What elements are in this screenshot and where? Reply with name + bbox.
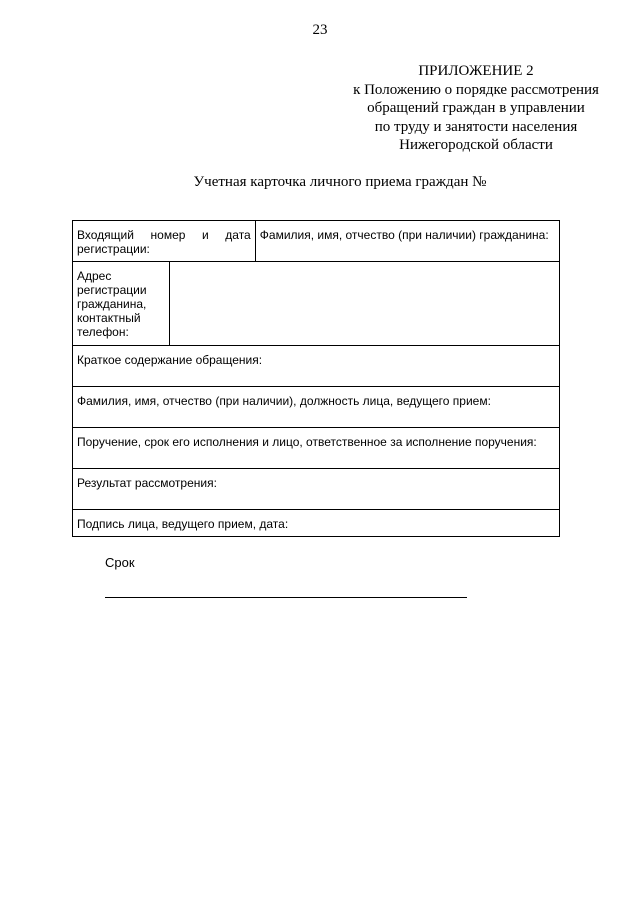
- label-word: и: [202, 228, 209, 242]
- appendix-header: [340, 62, 612, 155]
- official-cell: Фамилия, имя, отчество (при наличии), должность лица, ведущего прием:: [73, 387, 560, 428]
- appendix-line: обращений граждан в управлении: [367, 100, 585, 116]
- address-label-line: гражданина,: [77, 297, 147, 311]
- appendix-line: по труду и занятости населения: [374, 118, 578, 135]
- appendix-line: ПРИЛОЖЕНИЕ 2: [418, 63, 534, 79]
- registration-card-table: [72, 220, 560, 537]
- appendix-line: к Положению о порядке рассмотрения: [353, 81, 599, 98]
- incoming-number-label: [77, 228, 251, 242]
- table-row: [73, 510, 560, 537]
- label-word: Входящий: [77, 228, 134, 242]
- incoming-number-cell: [73, 221, 256, 262]
- address-label-cell: [73, 262, 170, 346]
- page-number: 23: [312, 22, 328, 38]
- table-row: [73, 469, 560, 510]
- card-title: Учетная карточка личного приема граждан №: [193, 174, 487, 190]
- signature-cell: Подпись лица, ведущего прием, дата:: [73, 510, 560, 537]
- summary-cell: Краткое содержание обращения:: [73, 346, 560, 387]
- table-row: [73, 262, 560, 346]
- term-line: [105, 597, 467, 598]
- citizen-name-cell: Фамилия, имя, отчество (при наличии) гражданина:: [255, 221, 559, 262]
- label-word: дата: [225, 228, 251, 242]
- table-row: [73, 221, 560, 262]
- table-row: [73, 428, 560, 469]
- address-label-line: Адрес: [77, 269, 112, 283]
- result-cell: Результат рассмотрения:: [73, 469, 560, 510]
- address-value-cell: [170, 262, 560, 346]
- incoming-number-label-line2: регистрации:: [77, 242, 150, 256]
- address-label-line: телефон:: [77, 325, 129, 339]
- table-row: [73, 387, 560, 428]
- appendix-line: Нижегородской области: [399, 137, 553, 153]
- table-row: [73, 346, 560, 387]
- label-word: номер: [150, 228, 186, 242]
- instruction-cell: Поручение, срок его исполнения и лицо, ответственное за исполнение поручения:: [73, 428, 560, 469]
- address-label-line: регистрации: [77, 283, 147, 297]
- address-label-line: контактный: [77, 311, 141, 325]
- term-label: Срок: [105, 555, 135, 570]
